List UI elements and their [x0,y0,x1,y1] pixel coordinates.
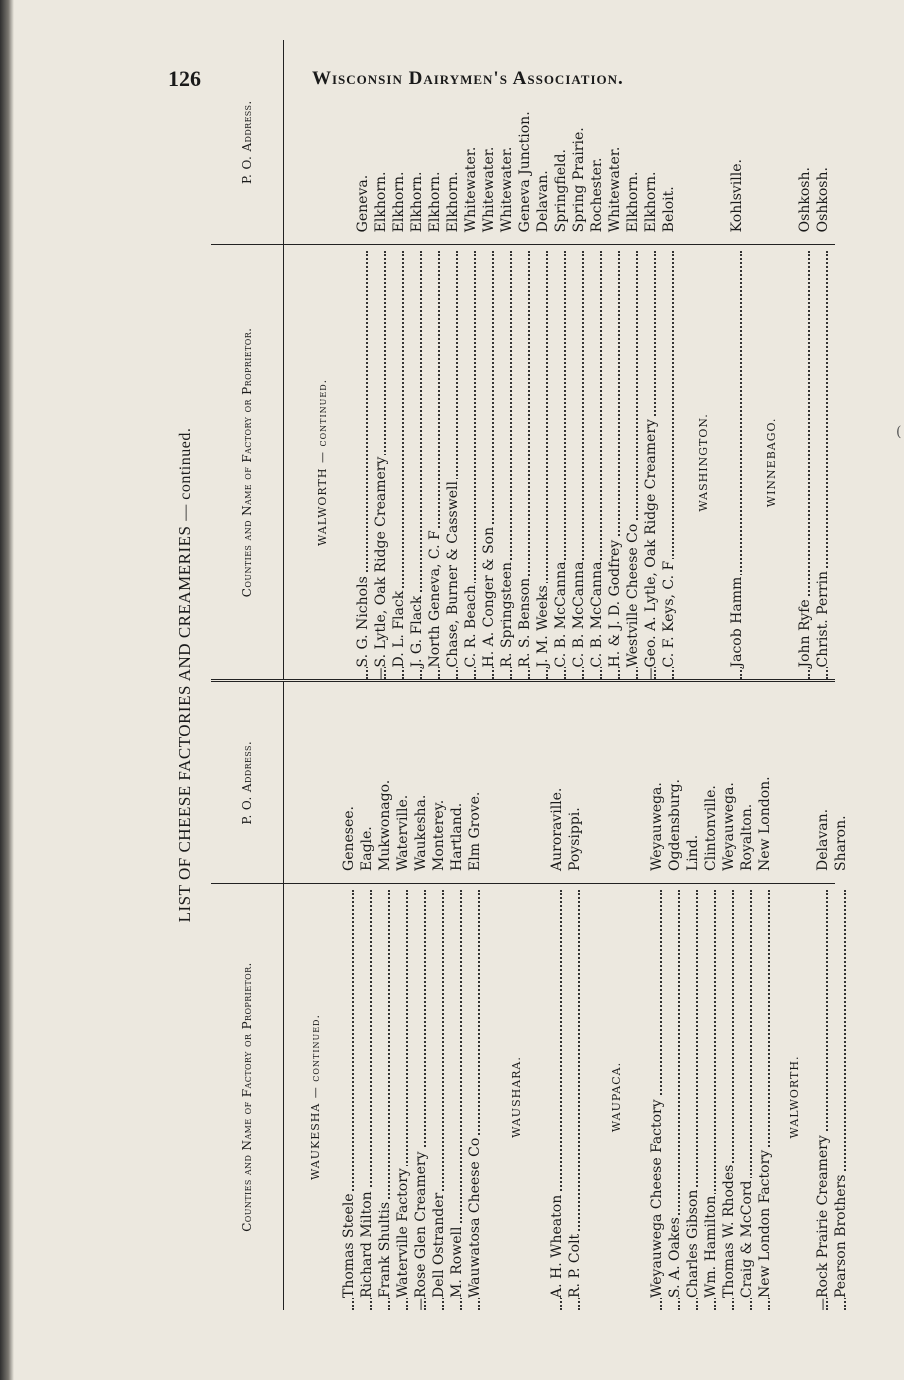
list-item: Chase, Burner & Casswell [444,245,462,679]
address-cell: Whitewater. [463,146,479,233]
table-caption [175,40,201,1310]
table-frame [211,40,849,1310]
left-block [211,683,849,1311]
list-item: H. & J. D. Godfrey [606,245,624,679]
address-cell: Hartland. [449,802,465,871]
county-heading: WALWORTH. [787,1055,801,1139]
list-item: A. H. Wheaton [548,884,566,1310]
county-heading: WALWORTH — continued. [315,378,329,546]
address-cell: Eagle. [359,826,375,871]
list-item: Christ. Perrin [814,245,832,679]
address-cell: Weyauwega. [649,782,665,871]
address-cell: Oshkosh. [797,167,813,233]
list-item: M. Rowell [448,884,466,1310]
address-cell: Elkhorn. [643,171,659,233]
address-cell: Geneva Junction. [517,111,533,233]
list-item: Thomas Steele [340,884,358,1310]
county-heading: WAUKESHA — continued. [308,1014,322,1180]
list-item: C. R. Beach [462,245,480,679]
address-cell: Springfield. [553,149,569,233]
county-heading: WASHINGTON. [696,413,710,512]
address-cell: Rochester. [589,157,605,233]
address-cell: Poysippi. [567,807,583,871]
address-cell: Waterville. [395,794,411,871]
list-item: C. B. McCanna [552,245,570,679]
address-cell: Waukesha. [413,794,429,871]
address-column-header: P. O. Address. [211,40,284,244]
list-item: Frank Shultis [376,884,394,1310]
address-cell: Lind. [685,834,701,871]
list-item: Jacob Hamm [728,245,746,679]
list-item: Richard Milton [358,884,376,1310]
list-item: J. G. Flack [408,245,426,679]
address-cell: Elm Grove. [467,791,483,871]
address-cell: Sharon. [833,815,849,871]
address-cell: Delavan. [535,170,551,233]
page-binding-edge [0,0,14,1380]
page-number: 126 [168,66,201,91]
list-item: D. L. Flack [390,245,408,679]
address-cell: Mukwonago. [377,779,393,871]
address-cell: Monterey. [431,799,447,871]
address-cell: Ogdensburg. [667,779,683,871]
list-item: — Rose Glen Creamery [412,884,430,1310]
county-heading: WAUSHARA. [509,1056,523,1138]
list-item: R. Springsteen [498,245,516,679]
list-item: Wm. Hamilton [702,884,720,1310]
list-item: New London Factory [756,884,774,1310]
list-item: Thomas W. Rhodes [720,884,738,1310]
address-cell: Weyauwega. [721,782,737,871]
address-cell: Elkhorn. [427,171,443,233]
right-address-column [211,40,835,244]
caption-continued: — continued. [177,427,194,521]
address-column-header: P. O. Address. [211,683,284,883]
address-cell: Beloit. [661,186,677,233]
right-block [211,40,835,683]
rotated-table [175,40,849,1310]
address-cell: Genesee. [341,806,357,871]
list-item: Pearson Brothers [832,884,850,1310]
margin-mark: ( [896,424,902,440]
list-item: H. A. Conger & Son [480,245,498,679]
list-item: North Geneva, C. F [426,245,444,679]
list-item: R. S. Benson [516,245,534,679]
list-item: J. M. Weeks [534,245,552,679]
address-cell: Auroraville. [549,787,565,871]
address-cell: Spring Prairie. [571,127,587,233]
list-item: Charles Gibson [684,884,702,1310]
address-cell: Elkhorn. [625,171,641,233]
list-item: — Geo. A. Lytle, Oak Ridge Creamery [642,245,660,679]
list-item: Wauwatosa Cheese Co [466,884,484,1310]
address-cell: Elkhorn. [391,171,407,233]
address-cell: Elkhorn. [445,171,461,233]
left-name-column [211,883,849,1310]
address-cell: Whitewater. [499,146,515,233]
address-cell: Geneva. [355,174,371,233]
address-cell: Elkhorn. [409,171,425,233]
address-cell: Clintonville. [703,785,719,871]
name-column-header: Counties and Name of Factory or Proprietor. [211,884,284,1310]
list-item: S. G. Nichols [354,245,372,679]
list-item: C. B. McCanna [588,245,606,679]
journal-title: Wisconsin Dairymen's Association. [312,68,624,89]
county-heading: WINNEBAGO. [764,417,778,508]
address-cell: New London. [757,776,773,871]
address-cell: Whitewater. [607,146,623,233]
name-column-header: Counties and Name of Factory or Proprietor. [211,245,284,679]
list-item: Waterville Factory [394,884,412,1310]
address-cell: Kohlsville. [729,159,745,233]
list-item: C. B. McCanna [570,245,588,679]
address-cell: Whitewater. [481,146,497,233]
caption-title: LIST OF CHEESE FACTORIES AND CREAMERIES [175,525,194,923]
list-item: Weyauwega Cheese Factory [648,884,666,1310]
address-cell: Delavan. [815,808,831,871]
address-cell: Elkhorn. [373,171,389,233]
right-name-column [211,244,835,679]
left-address-column [211,683,849,883]
list-item: Craig & McCord [738,884,756,1310]
list-item: — S. Lytle, Oak Ridge Creamery [372,245,390,679]
address-cell: Oshkosh. [815,167,831,233]
list-item: R. P. Colt [566,884,584,1310]
address-cell: Royalton. [739,803,755,871]
list-item: S. A. Oakes [666,884,684,1310]
list-item: John Ryfe [796,245,814,679]
list-item: Dell Ostrander [430,884,448,1310]
list-item: C. F. Keys, C. F [660,245,678,679]
list-item: — Rock Prairie Creamery [814,884,832,1310]
county-heading: WAUPACA. [609,1061,623,1133]
list-item: Westville Cheese Co [624,245,642,679]
